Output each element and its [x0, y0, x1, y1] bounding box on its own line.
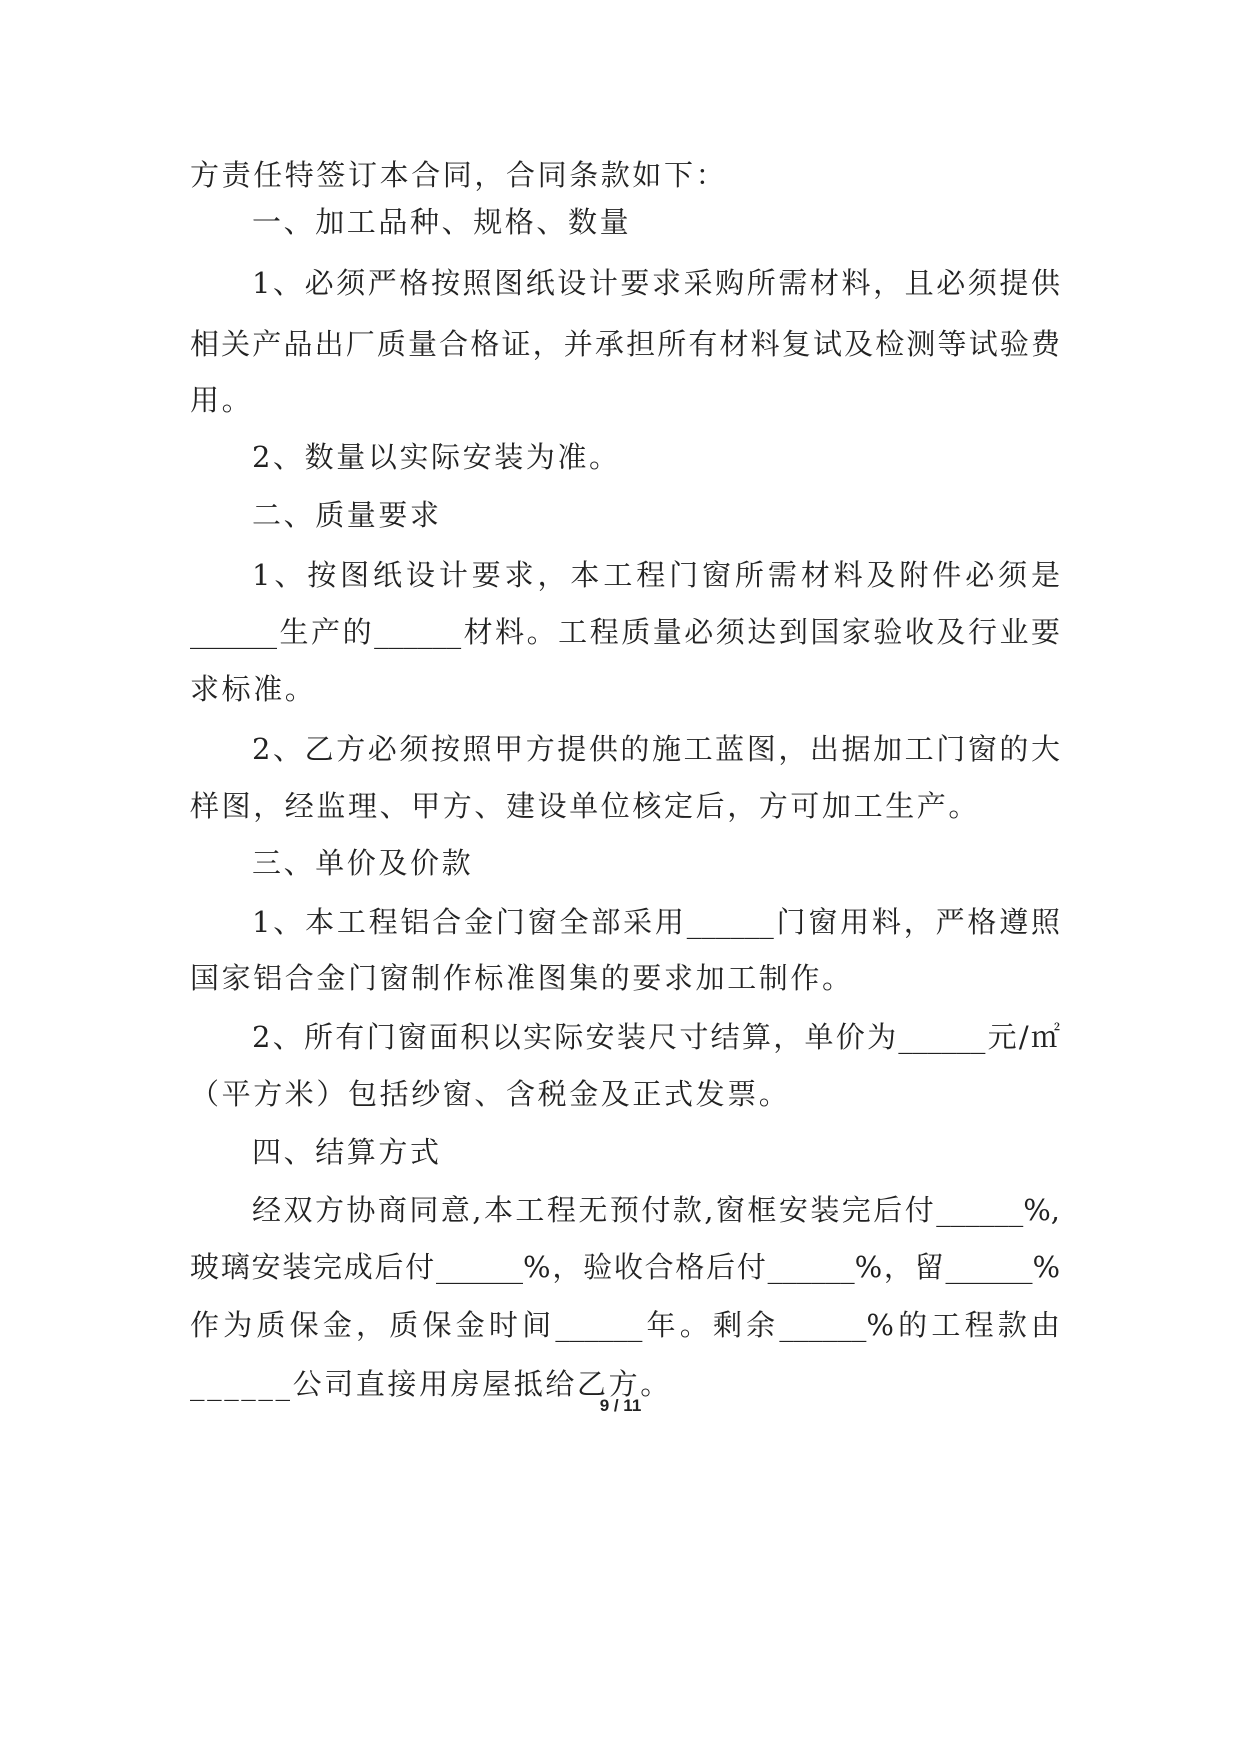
body-line: ______公司直接用房屋抵给乙方。	[190, 1367, 672, 1401]
section-heading: 四、结算方式	[252, 1135, 442, 1169]
page-number: 9 / 11	[599, 1396, 642, 1415]
body-line: 求标准。	[190, 672, 317, 706]
body-line: （平方米）包括纱窗、含税金及正式发票。	[190, 1077, 791, 1111]
body-line: 1、按图纸设计要求，本工程门窗所需材料及附件必须是	[252, 558, 1060, 592]
body-line: 2、数量以实际安装为准。	[252, 440, 621, 474]
body-line: 相关产品出厂质量合格证，并承担所有材料复试及检测等试验费	[190, 327, 1060, 361]
section-heading: 二、质量要求	[252, 498, 442, 532]
body-line: 作为质保金，质保金时间______年。剩余______%的工程款由	[190, 1308, 1060, 1342]
body-line: 2、乙方必须按照甲方提供的施工蓝图，出据加工门窗的大	[252, 732, 1060, 766]
section-heading: 三、单价及价款	[252, 846, 474, 880]
body-line: 国家铝合金门窗制作标准图集的要求加工制作。	[190, 961, 854, 995]
section-heading: 一、加工品种、规格、数量	[252, 205, 632, 239]
body-line: 2、所有门窗面积以实际安装尺寸结算，单价为______元/㎡	[252, 1020, 1060, 1054]
body-line: 样图，经监理、甲方、建设单位核定后，方可加工生产。	[190, 789, 981, 823]
body-line: 用。	[190, 383, 254, 417]
body-line: 1、必须严格按照图纸设计要求采购所需材料，且必须提供	[252, 266, 1060, 300]
body-line: ______生产的______材料。工程质量必须达到国家验收及行业要	[190, 615, 1060, 649]
body-line: 1、本工程铝合金门窗全部采用______门窗用料，严格遵照	[252, 905, 1060, 939]
body-line: 玻璃安装完成后付______%，验收合格后付______%，留______%	[190, 1250, 1060, 1284]
body-line: 方责任特签订本合同，合同条款如下：	[190, 158, 728, 192]
body-line: 经双方协商同意,本工程无预付款,窗框安装完后付______%,	[252, 1193, 1060, 1227]
